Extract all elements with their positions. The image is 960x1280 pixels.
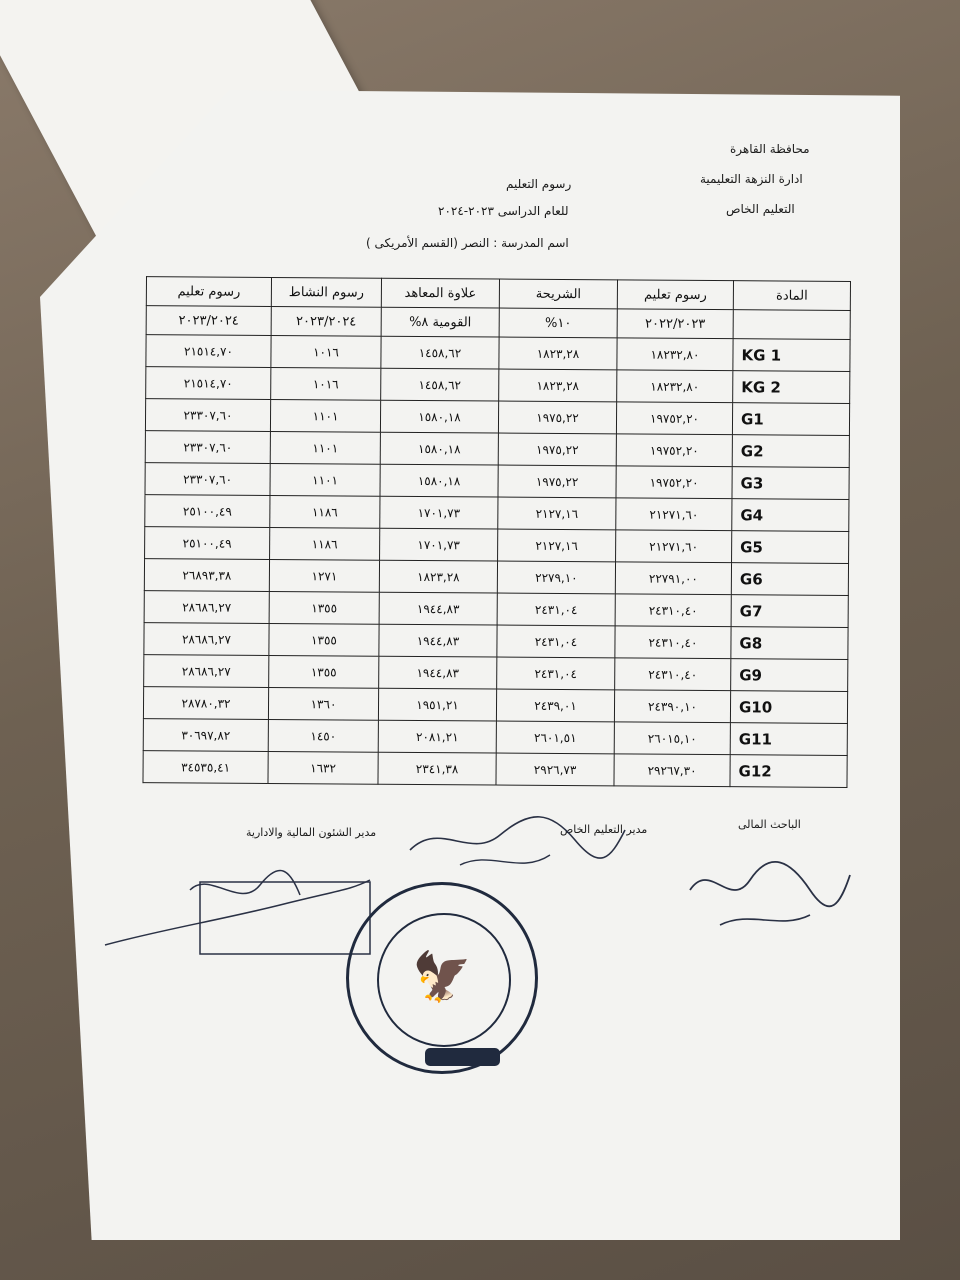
table-row (144, 591, 848, 628)
allowance-cell: ١٤٥٨,٦٢ (381, 368, 499, 401)
fees-2023-cell: ٢٣٣٠٧,٦٠ (145, 463, 270, 496)
grade-cell: G8 (731, 627, 848, 660)
allowance-cell: ١٥٨٠,١٨ (380, 432, 498, 465)
fees-2023-cell: ٢٨٦٨٦,٢٧ (144, 655, 269, 688)
fees-2022-cell: ١٩٧٥٢,٢٠ (616, 434, 732, 467)
allowance-cell: ٢٠٨١,٢١ (378, 720, 496, 753)
table-row (146, 367, 850, 404)
bracket-cell: ٢١٢٧,١٦ (498, 497, 616, 530)
fees-2023-cell: ٢١٥١٤,٧٠ (146, 335, 271, 368)
official-stamp (346, 882, 538, 1074)
fees-2022-cell: ٢٤٣١٠,٤٠ (615, 594, 731, 627)
governorate-label: محافظة القاهرة (730, 142, 810, 156)
handwritten-signature-finance (100, 850, 380, 960)
fees-2022-cell: ١٩٧٥٢,٢٠ (616, 466, 732, 499)
activity-cell: ١٤٥٠ (268, 719, 378, 752)
bracket-cell: ٢٩٢٦,٧٣ (496, 753, 614, 786)
activity-cell: ١٣٦٠ (268, 687, 378, 720)
grade-cell: KG 2 (733, 371, 850, 404)
grade-cell: G6 (731, 563, 848, 596)
fees-2023-cell: ٢٥١٠٠,٤٩ (145, 495, 270, 528)
fees-title: رسوم التعليم (506, 177, 572, 191)
activity-cell: ١٢٧١ (269, 559, 379, 592)
fees-2023-cell: ٢٨٦٨٦,٢٧ (144, 623, 269, 656)
subheader-cell (733, 310, 850, 340)
subheader-cell: ٢٠٢٢/٢٠٢٣ (617, 309, 733, 339)
grade-cell: G5 (732, 531, 849, 564)
subheader-cell: ٢٠٢٣/٢٠٢٤ (146, 306, 271, 336)
bracket-cell: ١٩٧٥,٢٢ (498, 401, 616, 434)
grade-cell: G12 (730, 755, 847, 788)
grade-cell: G7 (731, 595, 848, 628)
fees-2022-cell: ٢٢٧٩١,٠٠ (615, 562, 731, 595)
researcher-signature-label: الباحث المالى (738, 818, 801, 831)
table-row (145, 431, 849, 468)
grade-cell: G9 (731, 659, 848, 692)
private-director-signature-label: مدير التعليم الخاص (560, 823, 648, 836)
table-row (145, 495, 849, 532)
header-cell: المادة (733, 281, 850, 311)
fees-2022-cell: ١٩٧٥٢,٢٠ (616, 402, 732, 435)
subheader-cell: ١٠% (499, 308, 617, 338)
table-row (145, 399, 849, 436)
grade-cell: G4 (732, 499, 849, 532)
bracket-cell: ٢١٢٧,١٦ (498, 529, 616, 562)
activity-cell: ١٠١٦ (271, 367, 381, 400)
activity-cell: ١٣٥٥ (269, 623, 379, 656)
fees-2022-cell: ١٨٢٣٢,٨٠ (617, 338, 733, 371)
allowance-cell: ١٤٥٨,٦٢ (381, 336, 499, 369)
fees-2023-cell: ٢١٥١٤,٧٠ (146, 367, 271, 400)
bracket-cell: ٢٦٠١,٥١ (496, 721, 614, 754)
fees-2022-cell: ٢٩٢٦٧,٣٠ (614, 754, 730, 787)
department-label: ادارة النزهة التعليمية (700, 172, 803, 186)
header-cell: علاوة المعاهد (381, 278, 499, 308)
bracket-cell: ١٨٢٣,٢٨ (499, 369, 617, 402)
eagle-seal-icon: 🦅 (412, 949, 472, 1005)
table-row (143, 751, 847, 788)
fees-2022-cell: ٢٤٣١٠,٤٠ (615, 626, 731, 659)
fees-2023-cell: ٣٤٥٣٥,٤١ (143, 751, 268, 784)
fees-2022-cell: ٢١٢٧١,٦٠ (616, 530, 732, 563)
fees-2022-cell: ٢٤٣١٠,٤٠ (615, 658, 731, 691)
header-cell: رسوم تعليم (617, 280, 733, 310)
private-education-label: التعليم الخاص (726, 202, 795, 216)
activity-cell: ١٣٥٥ (269, 591, 379, 624)
activity-cell: ١١٨٦ (270, 495, 380, 528)
bracket-cell: ١٨٢٣,٢٨ (499, 337, 617, 370)
allowance-cell: ١٧٠١,٧٣ (380, 528, 498, 561)
handwritten-signature-private (400, 790, 630, 880)
allowance-cell: ١٩٤٤,٨٣ (379, 624, 497, 657)
table-row (144, 655, 848, 692)
table-row (144, 623, 848, 660)
bracket-cell: ٢٤٣١,٠٤ (497, 593, 615, 626)
allowance-cell: ١٥٨٠,١٨ (380, 400, 498, 433)
table-row (146, 335, 850, 372)
activity-cell: ١١٠١ (270, 399, 380, 432)
subheader-cell: ٢٠٢٣/٢٠٢٤ (271, 306, 381, 336)
header-cell: الشريحة (499, 279, 617, 309)
bracket-cell: ٢٤٣٩,٠١ (496, 689, 614, 722)
bracket-cell: ٢٤٣١,٠٤ (497, 625, 615, 658)
table-row (144, 559, 848, 596)
grade-cell: G1 (732, 403, 849, 436)
allowance-cell: ١٩٤٤,٨٣ (379, 592, 497, 625)
fees-2022-cell: ٢١٢٧١,٦٠ (616, 498, 732, 531)
activity-cell: ١٣٥٥ (269, 655, 379, 688)
fees-2023-cell: ٢٣٣٠٧,٦٠ (145, 399, 270, 432)
fees-2022-cell: ٢٤٣٩٠,١٠ (614, 690, 730, 723)
allowance-cell: ٢٣٤١,٣٨ (378, 752, 496, 785)
grade-cell: G3 (732, 467, 849, 500)
allowance-cell: ١٩٥١,٢١ (378, 688, 496, 721)
bracket-cell: ٢٢٧٩,١٠ (497, 561, 615, 594)
handwritten-signature-researcher (680, 850, 860, 940)
fees-2023-cell: ٢٨٦٨٦,٢٧ (144, 591, 269, 624)
allowance-cell: ١٩٤٤,٨٣ (379, 656, 497, 689)
table-row (145, 463, 849, 500)
header-cell: رسوم النشاط (271, 277, 381, 307)
fees-2023-cell: ٣٠٦٩٧,٨٢ (143, 719, 268, 752)
activity-cell: ١٠١٦ (271, 335, 381, 368)
fees-2023-cell: ٢٨٧٨٠,٣٢ (143, 687, 268, 720)
fees-table (142, 276, 851, 788)
grade-cell: G11 (730, 723, 847, 756)
table-row (143, 687, 847, 724)
academic-year: للعام الدراسى ٢٠٢٣-٢٠٢٤ (438, 204, 569, 218)
allowance-cell: ١٨٢٣,٢٨ (379, 560, 497, 593)
activity-cell: ١٦٣٢ (268, 751, 378, 784)
activity-cell: ١١٨٦ (270, 527, 380, 560)
bracket-cell: ١٩٧٥,٢٢ (498, 433, 616, 466)
finance-director-signature-label: مدير الشئون المالية والادارية (246, 826, 377, 839)
grade-cell: KG 1 (733, 339, 850, 372)
subheader-cell: القومية ٨% (381, 307, 499, 337)
activity-cell: ١١٠١ (270, 431, 380, 464)
bracket-cell: ١٩٧٥,٢٢ (498, 465, 616, 498)
table-row (143, 719, 847, 756)
fees-2022-cell: ١٨٢٣٢,٨٠ (617, 370, 733, 403)
header-cell: رسوم تعليم (146, 277, 271, 307)
stamp-bar (425, 1048, 500, 1066)
fees-2023-cell: ٢٦٨٩٣,٣٨ (144, 559, 269, 592)
school-name: اسم المدرسة : النصر (القسم الأمريكى ) (366, 236, 569, 250)
bracket-cell: ٢٤٣١,٠٤ (497, 657, 615, 690)
grade-cell: G10 (730, 691, 847, 724)
fees-2022-cell: ٢٦٠١٥,١٠ (614, 722, 730, 755)
allowance-cell: ١٧٠١,٧٣ (380, 496, 498, 529)
fees-2023-cell: ٢٣٣٠٧,٦٠ (145, 431, 270, 464)
allowance-cell: ١٥٨٠,١٨ (380, 464, 498, 497)
table-row (145, 527, 849, 564)
fees-2023-cell: ٢٥١٠٠,٤٩ (145, 527, 270, 560)
grade-cell: G2 (732, 435, 849, 468)
activity-cell: ١١٠١ (270, 463, 380, 496)
